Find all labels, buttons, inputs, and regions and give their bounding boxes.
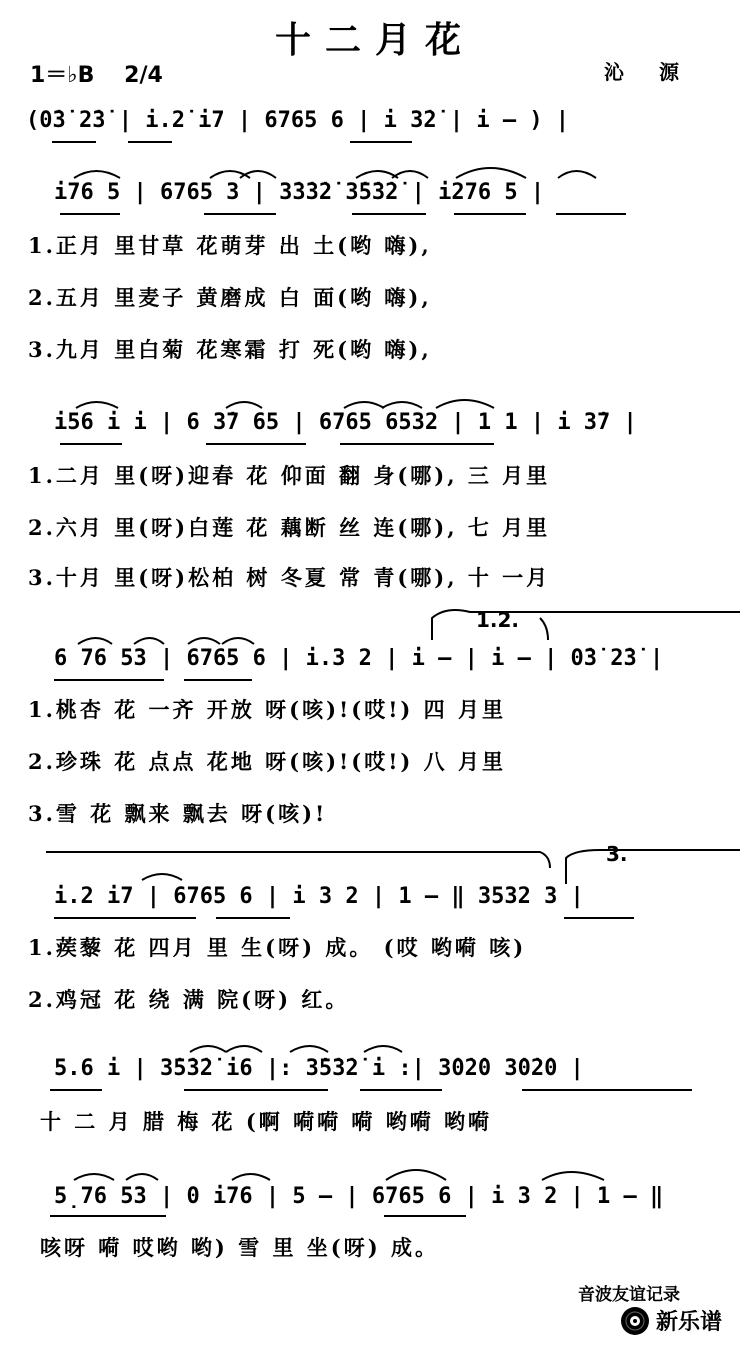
lyric-row-3-verse-2: 2.珍珠 花 点点 花地 呀(咳)!(哎!) 八 月里 <box>28 749 506 774</box>
lyric-row-3-verse-1: 1.桃杏 花 一齐 开放 呀(咳)!(哎!) 四 月里 <box>28 697 506 722</box>
volta-3: 3. <box>606 842 628 866</box>
lyric-row-1-verse-3: 3.九月 里白菊 花寒霜 打 死(哟 嗨), <box>28 337 432 362</box>
lyric-row-4-verse-1: 1.蒺藜 花 四月 里 生(呀) 成。 (哎 哟嗬 咳) <box>28 935 527 960</box>
logo-text: 新乐谱 <box>656 1310 723 1335</box>
lyric-row-1-verse-1: 1.正月 里甘草 花萌芽 出 土(哟 嗨), <box>28 233 432 258</box>
lyric-row-6: 咳呀 嗬 哎哟 哟) 雪 里 坐(呀) 成。 <box>40 1235 439 1260</box>
beam-lines <box>50 142 692 1216</box>
notation-row-5: 5.6 i | 3̇5̇3̇2̇ i6 |: 3̇5̇3̇2̇ i :| 3̇0̇2̇0 3̇0̇2̇0 | <box>54 1056 584 1081</box>
volta-brackets <box>46 610 740 884</box>
song-title: 十二月花 <box>274 19 475 61</box>
lyric-row-2-verse-1: 1.二月 里(呀)迎春 花 仰面 翻 身(哪), 三 月里 <box>28 463 551 488</box>
lyric-row-2-verse-3: 3.十月 里(呀)松柏 树 冬夏 常 青(哪), 十 一月 <box>28 565 551 590</box>
notation-row-0: (0̇3̇ 2̇3̇ | i.2̇ i7 | 6765 6 | i 3̇2̇ | i — ) | <box>26 108 570 133</box>
notation-row-6: 5̣76 53 | 0 i76 | 5 — | 6765 6 | i 3 2 | 1 — ‖ <box>54 1184 664 1209</box>
lyric-row-3-verse-3: 3.雪 花 飘来 飘去 呀(咳)! <box>28 801 328 826</box>
volta-1-2: 1.2. <box>476 608 520 632</box>
notation-row-2: i56 i i | 6 3̇7 65 | 6765 6532 | 1 1 | i 3̇7 | <box>54 410 637 435</box>
notation-row-3: 6 76 53 | 6765 6 | i.3 2 | i — | i — | 0̇3̇ 2̇3̇ | <box>54 646 664 671</box>
record-icon <box>620 1306 650 1336</box>
notation-row-4: i.2 i7 | 6765 6 | i 3 2 | 1 — ‖ 3532 3 | <box>54 884 584 909</box>
slurs <box>74 168 604 1180</box>
lyric-row-2-verse-2: 2.六月 里(呀)白莲 花 藕断 丝 连(哪), 七 月里 <box>28 515 551 540</box>
song-author: 沁 源 <box>604 60 693 84</box>
lyric-row-4-verse-2: 2.鸡冠 花 绕 满 院(呀) 红。 <box>28 987 350 1012</box>
site-logo <box>620 1305 722 1336</box>
transcription-credit: 音波友谊记录 <box>578 1285 680 1305</box>
notation-row-1: i76 5 | 6765 3 | 3̇3̇3̇2̇ 3̇5̇3̇2̇ | i276 5 | <box>54 180 545 205</box>
time-signature: 2/4 <box>124 63 163 88</box>
lyric-row-1-verse-2: 2.五月 里麦子 黄磨成 白 面(哟 嗨), <box>28 285 432 310</box>
key-text: 1＝♭B <box>30 63 95 88</box>
lyric-row-5: 十 二 月 腊 梅 花 (啊 嗬嗬 嗬 哟嗬 哟嗬 <box>40 1109 493 1134</box>
